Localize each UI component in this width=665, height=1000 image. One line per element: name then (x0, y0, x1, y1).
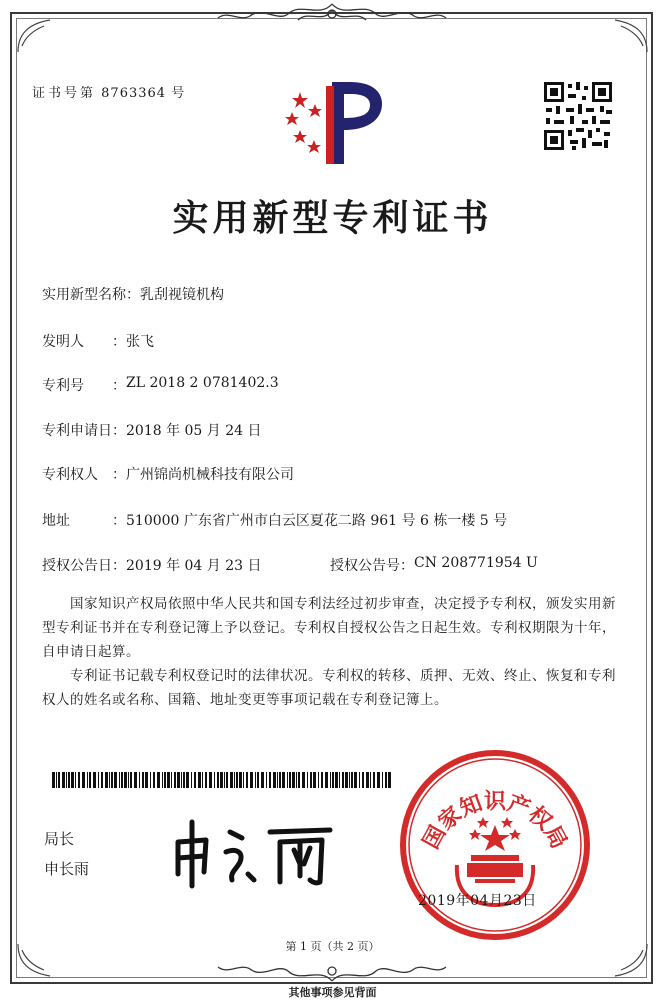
patentee-row: 专利权人 ： 广州锦尚机械科技有限公司 (42, 464, 294, 484)
footer-note: 其他事项参见背面 (288, 986, 377, 999)
inventor-label: 发明人 (42, 334, 84, 350)
inventor-row: 发明人 ： 张飞 (42, 331, 154, 351)
grant-number-row (330, 555, 538, 575)
certificate-number-label: 证书号第 (32, 86, 97, 101)
utility-model-name-value: 乳刮视镜机构 (140, 287, 224, 303)
grant-date-row (42, 555, 262, 575)
barcode-icon (52, 772, 392, 788)
address-value: 510000 广东省广州市白云区夏花二路 961 号 6 栋一楼 5 号 (126, 513, 508, 529)
grant-date-label: 授权公告日： (42, 558, 126, 574)
certificate-number (32, 82, 185, 101)
grant-statement-paragraph: 国家知识产权局依照中华人民共和国专利法经过初步审查，决定授予专利权，颁发实用新型专利证书并在专利登记簿上予以登记。专利权自授权公告之日起生效。专利权期限为十年，自申请日起算。 (42, 596, 616, 660)
grant-number-value: CN 208771954 U (414, 555, 538, 571)
utility-model-name-label: 实用新型名称： (42, 287, 140, 303)
patent-number-label: 专利号 (42, 378, 84, 394)
director-title: 局长 (44, 830, 75, 848)
bottom-ornament (200, 955, 465, 985)
certificate-title: 实用新型专利证书 (172, 197, 493, 239)
grant-number-label: 授权公告号： (330, 558, 414, 574)
certificate-number-suffix: 号 (171, 86, 186, 101)
director-name: 申长雨 (44, 860, 90, 878)
filing-date-row (42, 420, 262, 440)
seal-date: 2019年04月23日 (418, 893, 537, 909)
address-label: 地址 (42, 513, 70, 529)
patentee-label: 专利权人 (42, 467, 98, 483)
certificate-number-value: 8763364 (101, 86, 167, 101)
filing-date-value: 2018 年 05 月 24 日 (126, 423, 262, 439)
page-count: 第 1 页（共 2 页） (285, 940, 380, 953)
utility-model-name-row (42, 284, 224, 304)
top-ornament (200, 0, 465, 28)
svg-text:国家知识产权局: 国家知识产权局 (418, 789, 572, 854)
official-seal-icon (395, 745, 595, 945)
patent-number-row: 专利号 ： ZL 2018 2 0781402.3 (42, 375, 279, 394)
patent-number-value: ZL 2018 2 0781402.3 (126, 375, 279, 391)
patentee-value: 广州锦尚机械科技有限公司 (126, 467, 294, 483)
director-signature (170, 812, 340, 892)
inventor-value: 张飞 (126, 334, 154, 350)
address-row: 地址 ： 510000 广东省广州市白云区夏花二路 961 号 6 栋一楼 5 号 (42, 510, 507, 530)
corner-ornament-top-right (611, 16, 651, 56)
corner-ornament-top-left (14, 16, 54, 56)
legal-status-paragraph: 专利证书记载专利权登记时的法律状况。专利权的转移、质押、无效、终止、恢复和专利权人的姓名或名称、国籍、地址变更等事项记载在专利登记簿上。 (42, 668, 616, 708)
grant-date-value: 2019 年 04 月 23 日 (126, 558, 262, 574)
cnipa-logo-icon (270, 72, 390, 172)
qr-code-icon (542, 80, 614, 152)
filing-date-label: 专利申请日： (42, 423, 126, 439)
